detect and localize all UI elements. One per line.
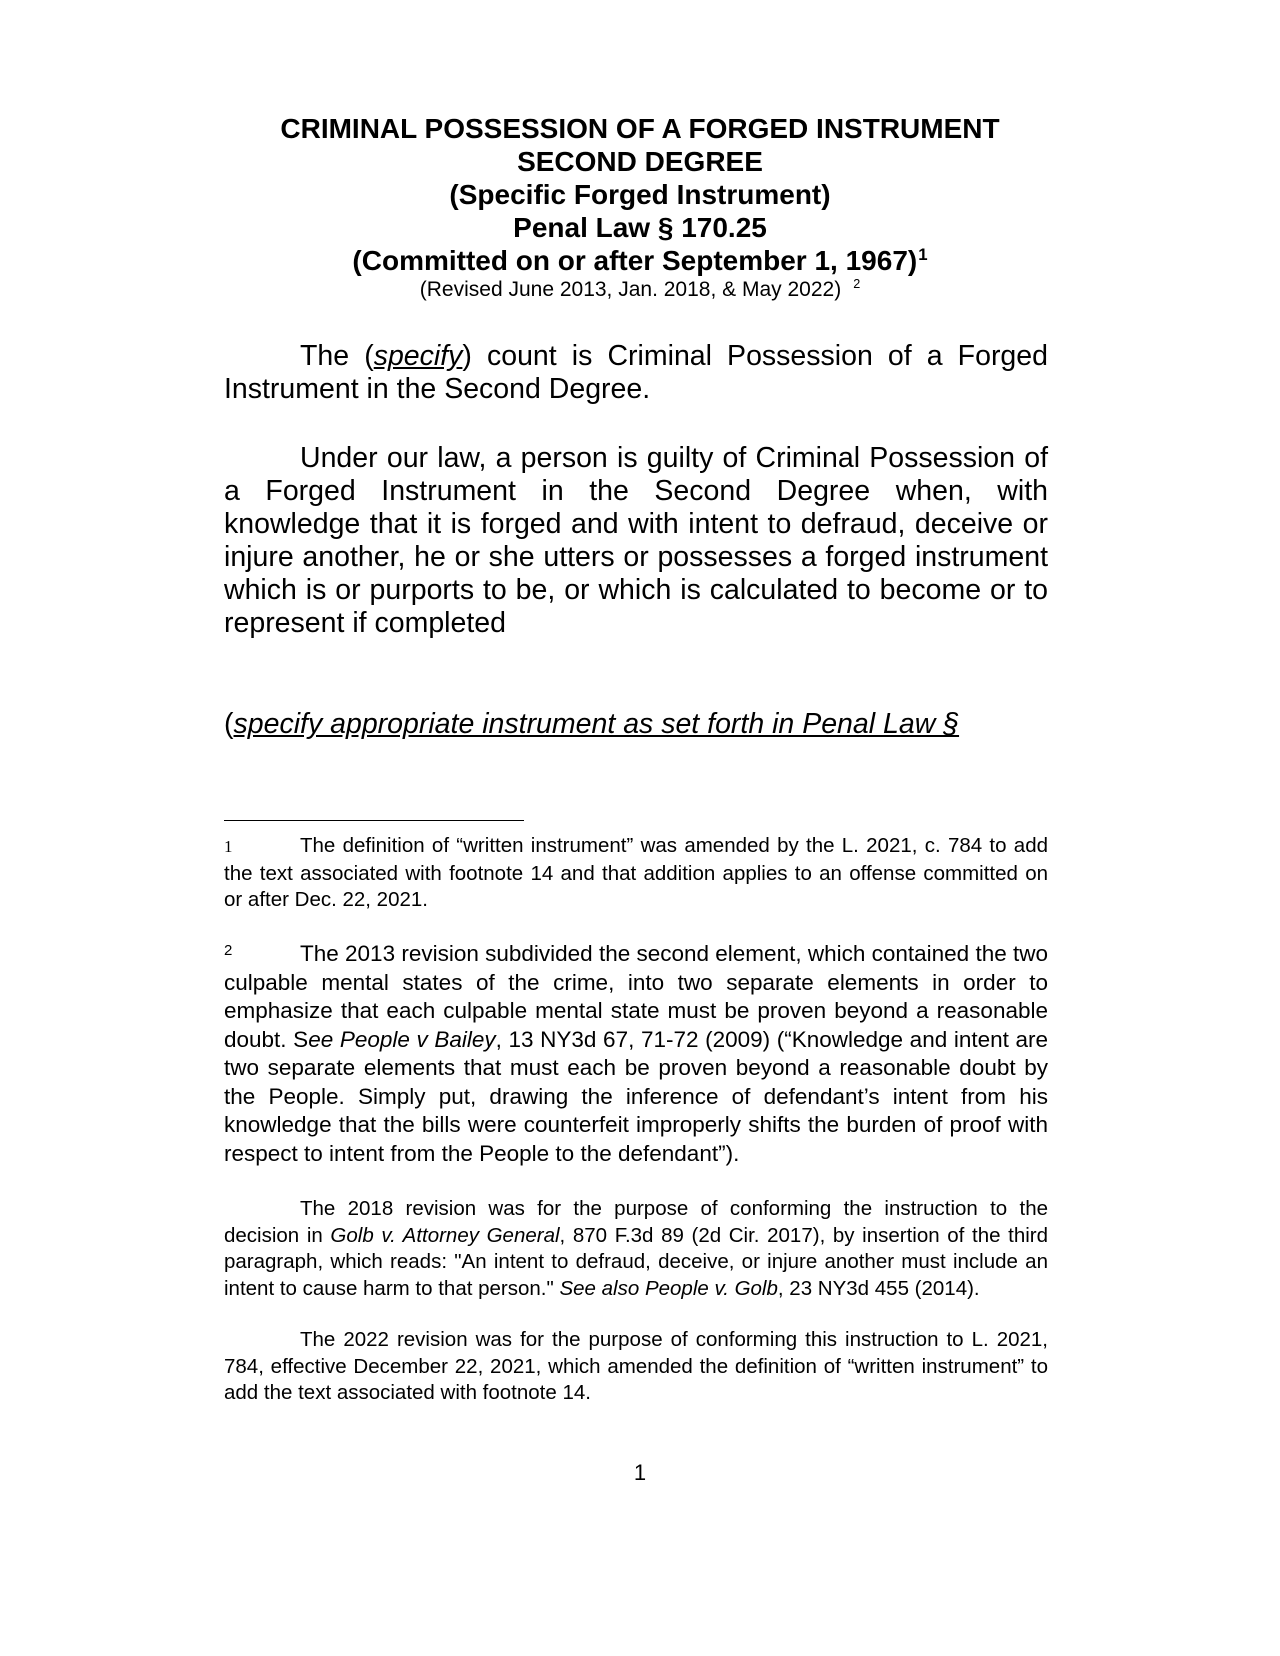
fn2-2018-citation-golb-ag: Golb v. Attorney General xyxy=(330,1223,560,1247)
title-line-1: CRIMINAL POSSESSION OF A FORGED INSTRUMENT xyxy=(280,113,1000,144)
footnote-2-citation: ee People v Bailey xyxy=(308,1026,496,1052)
revision-line xyxy=(200,277,1080,303)
paragraph-definition: Under our law, a person is guilty of Criminal Possession of a Forged Instrument in the Second Degree when, with knowledge that it is forged and with intent to defraud, deceive or injure another, he or she utters or possesses a forged instrument which is or purports to be, or which is calculated to become or to represent if completed xyxy=(224,442,1048,639)
paragraph-count-pre: The ( xyxy=(300,340,374,372)
title-line-2: SECOND DEGREE xyxy=(517,146,763,177)
footnote-2-text-a: The 2013 revision subdivided the second element, which contained the two culpable mental states of the crime, into two separate elements in order to emphasize that each culpable mental state must be proven beyond a reasonable doubt. S xyxy=(224,941,1048,1052)
paragraph-count-post: ) count is Criminal Possession of a Forged Instrument in the Second Degree. xyxy=(224,340,1048,405)
page-number: 1 xyxy=(633,1460,647,1485)
footnote-separator xyxy=(224,820,524,821)
document-heading xyxy=(200,112,1080,303)
effective-date-text: (Committed on or after September 1, 1967) xyxy=(352,245,918,276)
statute-reference: Penal Law § 170.25 xyxy=(513,212,767,243)
footnote-2-paragraph-2018 xyxy=(224,1196,1048,1302)
paragraph-count xyxy=(224,340,1048,406)
subtitle-instrument: (Specific Forged Instrument) xyxy=(449,179,831,210)
paragraph-instrument xyxy=(224,708,1048,741)
footnote-2-paragraph-2022: The 2022 revision was for the purpose of conforming this instruction to L. 2021, 784, effective December 22, 2021, which amended the definition of “written instrument” to add the text associated with footnote 14. xyxy=(224,1328,1048,1404)
revision-text: (Revised June 2013, Jan. 2018, & May 2022) xyxy=(419,278,842,301)
footnote-1-text: The definition of “written instrument” was amended by the L. 2021, c. 784 to add the text associated with footnote 14 and that addition applies to an offense committed on or after Dec. 22, 2021. xyxy=(224,834,1048,911)
footnote-ref-2[interactable]: 2 xyxy=(853,277,861,291)
footnote-1-number: 1 xyxy=(224,837,233,856)
fn2-2018-citation-golb: See also People v. Golb xyxy=(559,1276,778,1300)
effective-date-line xyxy=(200,244,1080,277)
specify-placeholder: specify xyxy=(373,340,463,372)
fn2-2018-text-a: The 2018 revision was for the purpose of conforming the instruction to the decision in xyxy=(224,1197,1048,1247)
instrument-placeholder: specify appropriate instrument as set forth in Penal Law § xyxy=(233,708,960,740)
footnote-2 xyxy=(224,940,1048,1168)
fn2-2018-text-c: , 23 NY3d 455 (2014). xyxy=(777,1276,980,1300)
footnote-2-text-b: , 13 NY3d 67, 71-72 (2009) (“Knowledge and intent are two separate elements that must each be proven beyond a reasonable doubt by the People. Simply put, drawing the inference of defendant’s intent from his knowledge that the bills were counterfeit improperly shifts the burden of proof with respect to intent from the People to the defendant”). xyxy=(224,1026,1049,1166)
paragraph-instrument-pre: ( xyxy=(224,708,234,740)
footnote-1 xyxy=(224,833,1048,914)
fn2-2018-text-b: , 870 F.3d 89 (2d Cir. 2017), by insertion of the third paragraph, which reads: "An intent to defraud, deceive, or injure another must include an intent to cause harm to that person." xyxy=(224,1223,1048,1300)
footnote-2-number: 2 xyxy=(224,942,233,959)
footnote-ref-1[interactable]: 1 xyxy=(918,244,928,264)
